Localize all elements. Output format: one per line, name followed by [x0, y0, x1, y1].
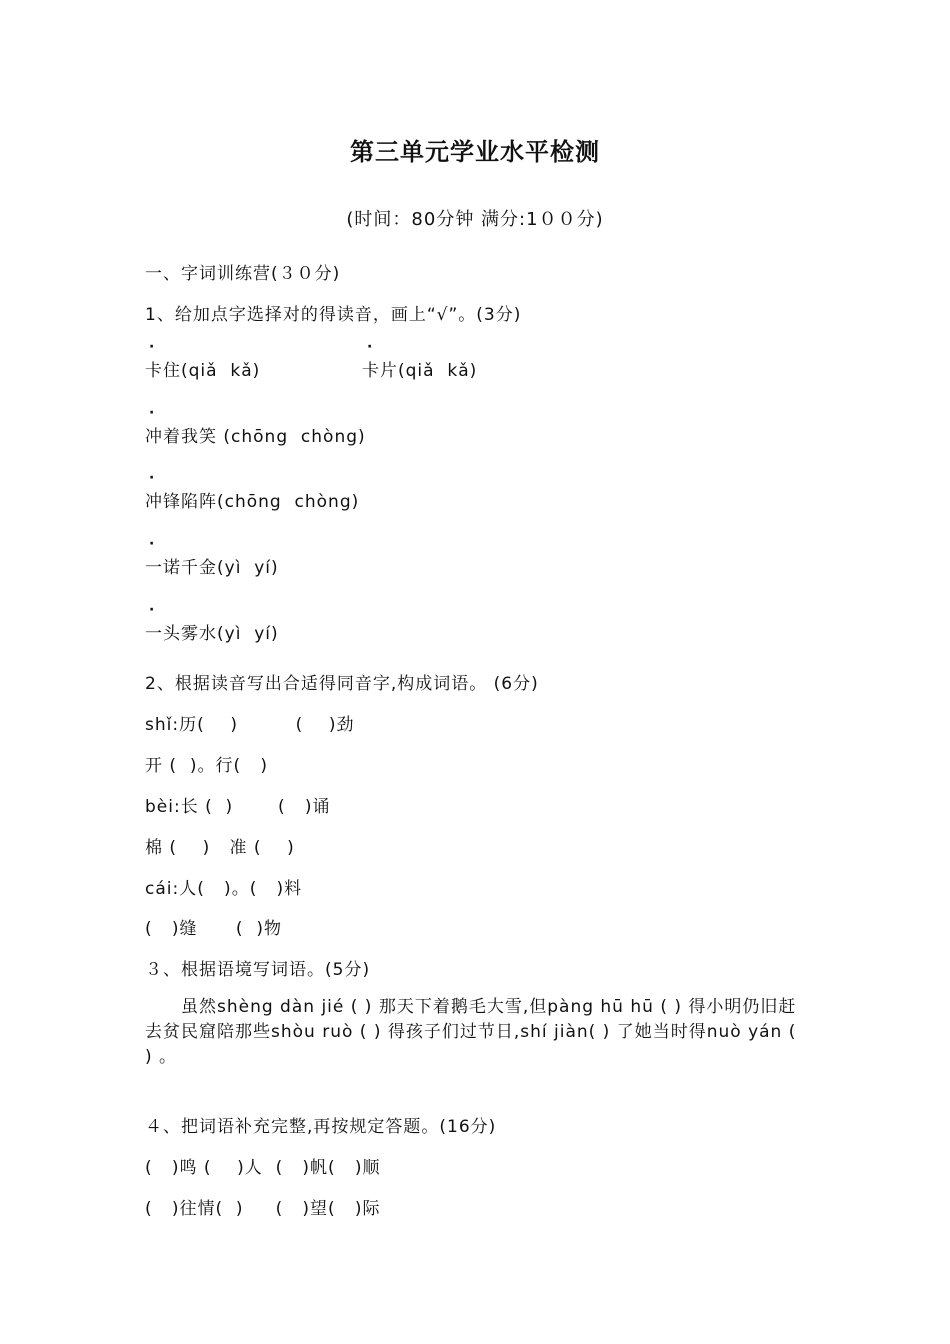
question-4-row: ( )鸣 ( )人 ( )帆( )顺	[145, 1158, 381, 1178]
question-2-row: bèi:长 ( ) ( )诵	[145, 797, 331, 817]
emphasis-dot: ·	[367, 339, 373, 355]
section-heading: 一、字词训练营(３０分)	[145, 264, 341, 284]
question-2-heading: 2、根据读音写出合适得同音字,构成词语。 (6分)	[145, 674, 539, 694]
question-2-row: 开 ( )。行( )	[145, 756, 268, 776]
emphasis-dot: ·	[149, 602, 155, 618]
question-2-row: 棉 ( ) 准 ( )	[145, 838, 295, 858]
question-1-row: 一头雾水(yì yí)	[145, 624, 279, 644]
question-1-row: 卡住(qiǎ kǎ)	[145, 361, 261, 381]
emphasis-dot: ·	[149, 536, 155, 552]
emphasis-dot: ·	[149, 405, 155, 421]
question-2-row: cái:人( )。( )料	[145, 879, 303, 899]
question-1-row: 一诺千金(yì yí)	[145, 558, 279, 578]
page-title: 第三单元学业水平检测	[350, 137, 600, 166]
question-4-row: ( )往情( ) ( )望( )际	[145, 1199, 381, 1219]
question-3-paragraph: 虽然shèng dàn jié ( ) 那天下着鹅毛大雪,但pàng hū hū ( ) 得小明仍旧赶去贫民窟陪那些shòu ruò ( ) 得孩子们过节日,shí jiàn( ) 了她当时得nuò yán ( ) 。	[145, 997, 797, 1067]
question-1-row: 冲着我笑 (chōng chòng)	[145, 427, 366, 447]
question-1-heading: 1、给加点字选择对的得读音，画上“√”。(3分)	[145, 305, 522, 325]
question-2-row: shǐ:历( ) ( )劲	[145, 715, 355, 735]
exam-info: (时间：80分钟 满分:1００分)	[346, 209, 604, 230]
question-2-row: ( )缝 ( )物	[145, 919, 282, 939]
emphasis-dot: ·	[149, 470, 155, 486]
question-1-row: 冲锋陷阵(chōng chòng)	[145, 492, 360, 512]
question-3-heading: ３、根据语境写词语。(5分)	[145, 960, 371, 980]
emphasis-dot: ·	[149, 339, 155, 355]
question-4-heading: ４、把词语补充完整,再按规定答题。(16分)	[145, 1117, 497, 1137]
question-1-row: 卡片(qiǎ kǎ)	[362, 361, 478, 381]
